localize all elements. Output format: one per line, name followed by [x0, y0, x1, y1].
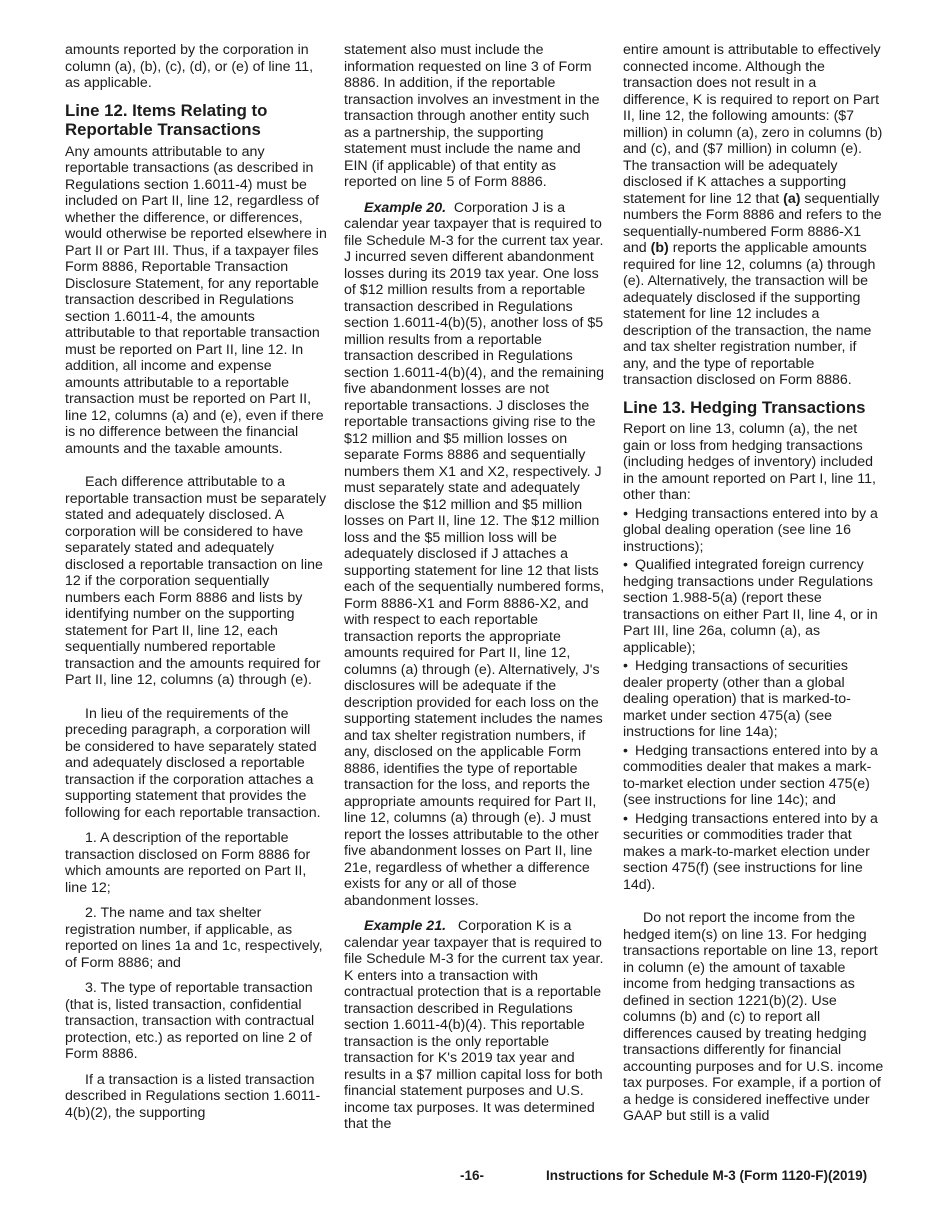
list-item-2: 2. The name and tax shelter registration number, if applicable, as reported on lines 1a and 1c, respectively, of Form 8886; and — [65, 905, 323, 971]
paragraph-each-difference: Each difference attributable to a reportable transaction must be separately stated and adequately disclosed. A corporation will be considered to have separately stated and adequately disclosed a reportable transaction on line 12 if the corporation sequentially numbers each Form 8886 and lists by identifying number on the supporting statement for Part II, line 12, each sequentially numbered reportable transaction and the amounts required for Part II, line 12, columns (a) through (e). — [65, 474, 327, 688]
example-20 — [344, 200, 606, 910]
bullet-text: Hedging transactions entered into by a securities or commodities trader that makes a mark-to-market election under section 475(f) (see instructions for line 14d). — [623, 810, 878, 893]
bullet-icon: • — [623, 505, 628, 522]
continuation-text-c: reports the applicable amounts required for line 12, columns (a) through (e). Alternatively, the transaction will be adequately disclosed if the supporting statement for line 12 includes a description of the transaction, the name and tax shelter registration number, if any, and the type of reportable transaction disclosed on Form 8886. — [623, 240, 876, 388]
paragraph-do-not-report: Do not report the income from the hedged item(s) on line 13. For hedging transactions reportable on line 13, report in column (e) the amount of taxable income from hedging transactions as defined in section 1221(b)(2). Use columns (b) and (c) to report all differences caused by treating hedging transactions differently for financial accounting purposes and for U.S. income tax purposes. For example, if a portion of a hedge is considered ineffective under GAAP but still is a valid — [623, 910, 884, 1124]
example-21 — [344, 918, 606, 1133]
label-a: (a) — [783, 190, 801, 207]
column-1 — [65, 42, 327, 1130]
example-21-label: Example 21. — [364, 918, 447, 934]
paragraph-in-lieu: In lieu of the requirements of the preceding paragraph, a corporation will be considered to have separately stated and adequately disclosed a reportable transaction if the corporation attaches a supporting statement that provides the following for each reportable transaction. — [65, 705, 321, 821]
bullet-icon: • — [623, 810, 628, 827]
bullet-item — [623, 557, 885, 656]
paragraph-listed-transaction: If a transaction is a listed transaction described in Regulations section 1.6011-4(b)(2), the supporting — [65, 1071, 321, 1121]
bullet-list — [623, 506, 885, 894]
bullet-item — [623, 811, 885, 894]
bullet-icon: • — [623, 658, 628, 674]
paragraph-continuation: statement also must include the information requested on line 3 of Form 8886. In addition, if the reportable transaction involves an investment in the transaction through another entity such as a partnership, the supporting statement must include the name and EIN (if applicable) of that entity as reported on line 5 of Form 8886. — [344, 42, 600, 190]
continuation-text-a: entire amount is attributable to effectively connected income. Although the transaction does not result in a difference, K is required to report on Part II, line 12, the following amounts: ($7 million) in column (a), zero in columns (b) and (c), and ($7 million) in column (e). The transaction will be adequately disclosed if K attaches a supporting statement for line 12 that — [623, 42, 883, 207]
example-21-text: Corporation K is a calendar year taxpayer that is required to file Schedule M-3 for the current tax year. K enters into a transaction with contractual protection that is a reportable transaction described in Regulations section 1.6011-4(b)(4). This reportable transaction is the only reportable transaction for K's 2019 tax year and results in a $7 million capital loss for both financial statement purposes and U.S. income tax purposes. It was determined that the — [344, 918, 604, 1132]
example-20-label: Example 20. — [364, 199, 447, 216]
heading-line-13: Line 13. Hedging Transactions — [623, 397, 866, 417]
bullet-text: Hedging transactions of securities dealer property (other than a global dealing operation) that is marked-to-market under section 475(a) (see instructions for line 14a); — [623, 658, 851, 740]
example-20-text: Corporation J is a calendar year taxpayer that is required to file Schedule M-3 for the current tax year. J incurred seven different abandonment losses during its 2019 tax year. One loss of $12 million results from a reportable transaction described in Regulations section 1.6011-4(b)(5), another loss of $5 million results from a reportable transaction described in Regulations section 1.6011-4(b)(4), and the remaining five abandonment losses are not reportable transactions. J discloses the reportable transactions giving rise to the $12 million and $5 million losses on separate Forms 8886 and sequentially numbers them X1 and X2, respectively. J must separately state and adequately disclose the $12 million and $5 million losses on Part II, line 12. The $12 million loss and the $5 million loss will be adequately disclosed if J attaches a supporting statement for line 12 that lists each of the sequentially numbered forms, Form 8886-X1 and Form 8886-X2, and with respect to each reportable transaction reports the appropriate amounts required for Part II, line 12, columns (a) through (e). Alternatively, J's disclosures will be adequate if the description provided for each loss on the supporting statement includes the names and tax shelter registration numbers, if any, disclosed on the applicable Form 8886, identifies the type of reportable transaction for the loss, and reports the appropriate amounts required for Part II, line 12, columns (a) through (e). J must report the losses attributable to the other five abandonment losses on Part II, line 21e, regardless of whether a difference exists for any or all of those abandonment losses. — [344, 199, 605, 909]
paragraph-line-13: Report on line 13, column (a), the net gain or loss from hedging transactions (including hedges of inventory) included in the amount reported on Part I, line 11, other than: — [623, 421, 876, 503]
bullet-item — [623, 743, 885, 809]
bullet-text: Hedging transactions entered into by a global dealing operation (see line 16 instructions); — [623, 505, 878, 555]
list-item-3: 3. The type of reportable transaction (that is, listed transaction, confidential transaction, transaction with contractual protection, etc.) as reported on line 2 of Form 8886. — [65, 980, 315, 1062]
paragraph-continuation: amounts reported by the corporation in column (a), (b), (c), (d), or (e) of line 11, as applicable. — [65, 42, 314, 91]
list-item-1: 1. A description of the reportable transaction disclosed on Form 8886 for which amounts are reported on Part II, line 12; — [65, 830, 311, 896]
bullet-text: Hedging transactions entered into by a commodities dealer that makes a mark-to-market election under section 475(e) (see instructions for line 14c); and — [623, 742, 878, 808]
page-number: -16- — [460, 1168, 485, 1183]
bullet-icon: • — [623, 742, 628, 759]
continuation-text-b: sequentially numbers the Form 8886 and refers to the sequentially-numbered Form 8886-X1 and — [623, 190, 882, 256]
paragraph-line-12: Any amounts attributable to any reportable transactions (as described in Regulations section 1.6011-4) must be included on Part II, line 12, regardless of whether the difference, or differences, would otherwise be reported elsewhere in Part II or Part III. Thus, if a taxpayer files Form 8886, Reportable Transaction Disclosure Statement, for any reportable transaction described in Regulations section 1.6011-4, the amounts attributable to that reportable transaction must be reported on Part II, line 12. In addition, all income and expense amounts attributable to a reportable transaction must be reported on Part II, line 12, columns (a) and (e), even if there is no difference between the financial amounts and the taxable amounts. — [65, 143, 327, 457]
bullet-text: Qualified integrated foreign currency hedging transactions under Regulations section 1.988-5(a) (report these transactions on either Part II, line 4, or in Part III, line 26a, column (a), as applicable); — [623, 557, 878, 656]
bullet-icon: • — [623, 557, 628, 573]
bullet-item — [623, 506, 885, 556]
paragraph-continuation — [623, 42, 885, 389]
heading-line-12: Line 12. Items Relating to Reportable Transactions — [65, 100, 268, 139]
column-2 — [344, 42, 606, 1142]
column-3 — [623, 42, 885, 1134]
bullet-item — [623, 658, 885, 741]
footer-title: Instructions for Schedule M-3 (Form 1120-F)(2019) — [546, 1168, 868, 1183]
label-b: (b) — [650, 240, 669, 256]
